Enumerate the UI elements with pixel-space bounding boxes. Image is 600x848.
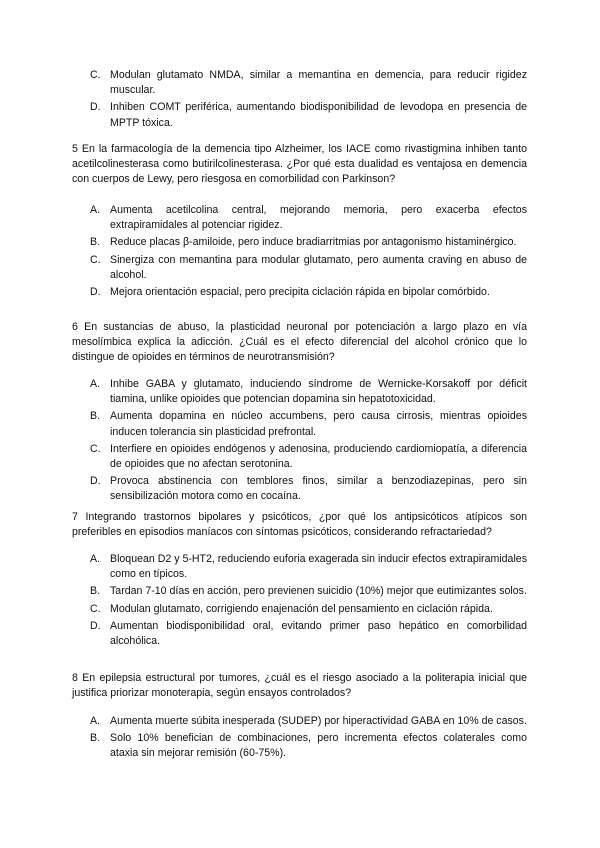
option-a <box>90 377 527 407</box>
option-letter: C. <box>90 442 101 455</box>
option-text: Bloquean D2 y 5-HT2, reduciendo euforia exagerada sin inducir efectos extrapiramidales como en típicos. <box>110 553 527 581</box>
top-options <box>90 68 527 131</box>
option-letter: B. <box>90 410 101 423</box>
option-letter: A. <box>90 553 101 565</box>
option-c <box>90 68 527 98</box>
option-letter: D. <box>90 619 101 632</box>
option-text: Modulan glutamato, corrigiendo enajenación del pensamiento en ciclación rápida. <box>110 602 493 615</box>
option-letter: D. <box>90 475 101 488</box>
option-text: Solo 10% benefician de combinaciones, pero incrementa efectos colaterales como ataxia sin mejorar remisión (60-75%). <box>110 732 527 760</box>
option-a <box>90 714 527 729</box>
option-c <box>90 442 527 472</box>
option-letter: B. <box>90 236 101 249</box>
question-6-options <box>90 377 527 505</box>
option-text: Sinergiza con memantina para modular glutamato, pero aumenta craving en abuso de alcohol. <box>110 253 527 281</box>
option-a <box>90 552 527 582</box>
option-text: Aumenta dopamina en núcleo accumbens, pero causa cirrosis, mientras opioides inducen tolerancia sin plasticidad prefrontal. <box>110 410 527 438</box>
option-letter: D. <box>90 101 101 114</box>
option-letter: B. <box>90 585 101 598</box>
option-letter: B. <box>90 732 101 745</box>
option-c <box>90 602 527 617</box>
option-b <box>90 235 527 250</box>
option-letter: C. <box>90 253 101 266</box>
option-text: Aumenta muerte súbita inesperada (SUDEP) por hiperactividad GABA en 10% de casos. <box>110 715 527 727</box>
option-letter: A. <box>90 204 101 216</box>
option-d <box>90 285 527 300</box>
question-8-options <box>90 714 527 762</box>
option-d <box>90 100 527 130</box>
option-letter: A. <box>90 378 101 390</box>
question-8: 8 En epilepsia estructural por tumores, ¿cuál es el riesgo asociado a la politerapia inicial que justifica priorizar monoterapia, según ensayos controlados? <box>72 672 527 700</box>
option-c <box>90 253 527 283</box>
option-b <box>90 584 527 599</box>
option-text: Inhiben COMT periférica, aumentando biodisponibilidad de levodopa en presencia de MPTP tóxica. <box>110 101 527 129</box>
option-d <box>90 474 527 504</box>
option-text: Provoca abstinencia con temblores finos, similar a benzodiazepinas, pero sin sensibilización motora como en cocaína. <box>110 475 527 503</box>
question-7: 7 Integrando trastornos bipolares y psicóticos, ¿por qué los antipsicóticos atípicos son preferibles en episodios maníacos con síntomas psicóticos, considerando refractariedad? <box>72 511 527 539</box>
option-text: Aumenta acetilcolina central, mejorando memoria, pero exacerba efectos extrapiramidales al potenciar rigidez. <box>110 204 527 232</box>
option-letter: A. <box>90 715 101 727</box>
option-b <box>90 731 527 761</box>
option-letter: D. <box>90 286 101 299</box>
question-7-options <box>90 552 527 649</box>
option-a <box>90 203 527 233</box>
option-letter: C. <box>90 602 101 615</box>
question-5: 5 En la farmacología de la demencia tipo Alzheimer, los IACE como rivastigmina inhiben tanto acetilcolinesterasa como butirilcolinesterasa. ¿Por qué esta dualidad es ventajosa en demencia con cuerpos de Lewy, pero riesgosa en comorbilidad con Parkinson? <box>72 143 527 186</box>
question-5-options <box>90 203 527 300</box>
option-d <box>90 619 527 649</box>
option-text: Modulan glutamato NMDA, similar a memantina en demencia, para reducir rigidez muscular. <box>110 69 527 97</box>
option-text: Aumentan biodisponibilidad oral, evitando primer paso hepático en comorbilidad alcohólica. <box>110 619 527 648</box>
question-6: 6 En sustancias de abuso, la plasticidad neuronal por potenciación a largo plazo en vía mesolímbica explica la adicción. ¿Cuál es el efecto diferencial del alcohol crónico que lo distingue de opioides en términos de neurotransmisión? <box>72 321 527 364</box>
option-b <box>90 409 527 439</box>
option-text: Tardan 7-10 días en acción, pero previenen suicidio (10%) mejor que eutimizantes solos. <box>110 585 527 598</box>
option-text: Mejora orientación espacial, pero precipita ciclación rápida en bipolar comórbido. <box>110 286 490 299</box>
option-text: Interfiere en opioides endógenos y adenosina, produciendo cardiomiopatía, a diferencia de opioides que no afectan serotonina. <box>110 442 527 471</box>
option-text: Reduce placas β-amiloide, pero induce bradiarritmias por antagonismo histaminérgico. <box>110 236 517 249</box>
option-letter: C. <box>90 69 101 81</box>
option-text: Inhibe GABA y glutamato, induciendo síndrome de Wernicke-Korsakoff por déficit tiamina, unlike opioides que potencian dopamina sin hepatotoxicidad. <box>110 378 527 406</box>
